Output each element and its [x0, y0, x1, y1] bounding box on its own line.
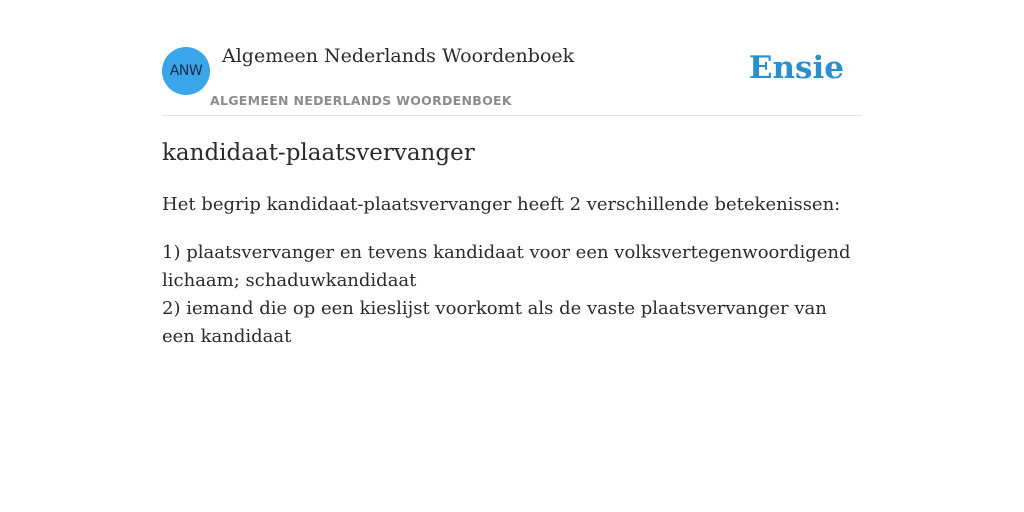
source-logo[interactable]	[162, 47, 210, 95]
meaning-item: 2) iemand die op een kieslijst voorkomt als de vaste plaatsvervanger van een kandidaat	[162, 298, 827, 347]
source-subtitle: ALGEMEEN NEDERLANDS WOORDENBOEK	[210, 93, 512, 108]
source-logo-text: ANW	[169, 63, 203, 79]
meaning-item: 1) plaatsvervanger en tevens kandidaat voor een volksvertegenwoordigend lichaam; schaduwkandidaat	[162, 242, 851, 291]
ensie-logo[interactable]: Ensie	[748, 50, 844, 86]
entry-intro: Het begrip kandidaat-plaatsvervanger heeft 2 verschillende betekenissen:	[162, 194, 841, 215]
source-header	[162, 0, 862, 116]
source-title[interactable]: Algemeen Nederlands Woordenboek	[222, 45, 575, 67]
page-container	[162, 0, 862, 347]
meanings-list	[162, 239, 862, 351]
entry-word: kandidaat-plaatsvervanger	[162, 140, 475, 166]
